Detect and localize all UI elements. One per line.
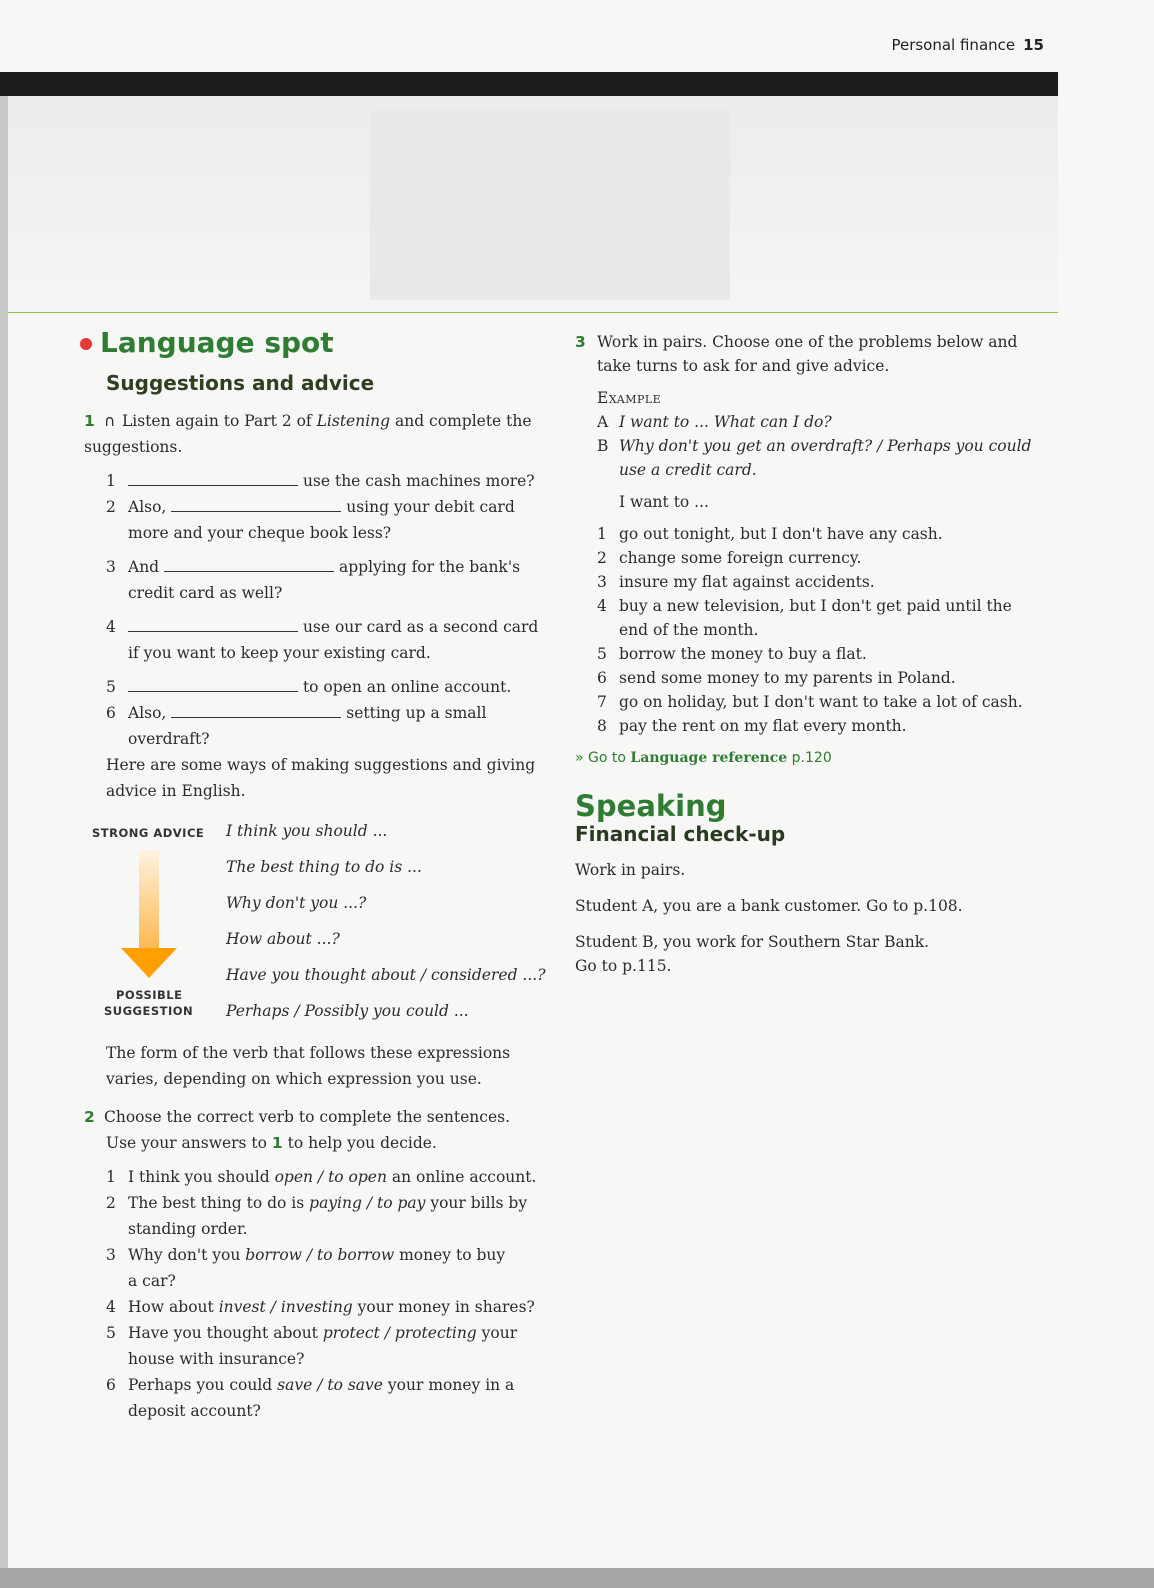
- list-item: 4 use our card as a second card: [106, 618, 539, 636]
- list-item: 5 borrow the money to buy a flat.: [597, 645, 867, 663]
- list-item: 5 Have you thought about protect / protecting your: [106, 1324, 518, 1342]
- option-choice[interactable]: save / to save: [277, 1376, 383, 1394]
- scale-arrow-shaft: [139, 850, 159, 950]
- speaking-title: Speaking: [575, 789, 727, 823]
- faded-photo: [370, 110, 730, 300]
- right-column: [575, 330, 1055, 978]
- speaking-subtitle: Financial check-up: [575, 822, 786, 846]
- list-item: 6 Perhaps you could save / to save your money in a: [106, 1376, 515, 1394]
- exercise-1-list: [84, 468, 564, 752]
- list-item-cont: house with insurance?: [128, 1350, 305, 1368]
- list-item: 7 go on holiday, but I don't want to take a lot of cash.: [597, 693, 1023, 711]
- answer-blank[interactable]: [128, 677, 298, 692]
- list-item: 4 How about invest / investing your money in shares?: [106, 1298, 535, 1316]
- option-choice[interactable]: invest / investing: [218, 1298, 353, 1316]
- exercise-2-instruction: 2 Choose the correct verb to complete the sentences.: [84, 1104, 564, 1130]
- headphones-icon: ∩: [104, 412, 116, 430]
- list-item: 1 go out tonight, but I don't have any cash.: [597, 525, 943, 543]
- list-item-cont: standing order.: [128, 1220, 248, 1238]
- phrase-1: I think you should ...: [226, 822, 388, 840]
- answer-blank[interactable]: [128, 471, 298, 486]
- possible-label-1: POSSIBLE: [116, 988, 183, 1002]
- exercise-3-instruction: 3 Work in pairs. Choose one of the problems below and take turns to ask for and give advice.: [575, 330, 1055, 378]
- bottom-edge: [0, 1568, 1154, 1588]
- language-reference-link[interactable]: » Go to Language reference p.120: [575, 750, 832, 766]
- exercise-2-instruction-2: Use your answers to 1 to help you decide.: [106, 1134, 437, 1152]
- phrase-2: The best thing to do is ...: [226, 858, 422, 876]
- option-choice[interactable]: paying / to pay: [309, 1194, 426, 1212]
- list-item: 4 buy a new television, but I don't get paid until the: [597, 597, 1012, 615]
- exercise-number: 3: [575, 333, 586, 351]
- phrase-5: Have you thought about / considered ...?: [226, 966, 546, 984]
- speaking-line-2: Student A, you are a bank customer. Go to p.108.: [575, 897, 963, 915]
- section-name: Personal finance: [891, 36, 1016, 54]
- phrase-3: Why don't you ...?: [226, 894, 367, 912]
- list-item-cont: a car?: [128, 1272, 176, 1290]
- list-item: 6 send some money to my parents in Poland.: [597, 669, 956, 687]
- section-title: Language spot: [80, 330, 564, 356]
- list-item: 3 Why don't you borrow / to borrow money to buy: [106, 1246, 506, 1264]
- speaking-line-4: Go to p.115.: [575, 957, 672, 975]
- answer-blank[interactable]: [164, 557, 334, 572]
- list-item-cont: deposit account?: [128, 1402, 261, 1420]
- list-item-cont: more and your cheque book less?: [128, 524, 392, 542]
- phrase-6: Perhaps / Possibly you could ...: [226, 1002, 469, 1020]
- lead-text: I want to ...: [619, 493, 709, 511]
- example-label: Example: [597, 389, 662, 407]
- exercise-number: 1: [84, 412, 95, 430]
- problem-list: [575, 522, 1055, 738]
- list-item: 3 insure my flat against accidents.: [597, 573, 875, 591]
- answer-blank[interactable]: [128, 617, 298, 632]
- example-b: B Why don't you get an overdraft? / Perhaps you could: [597, 437, 1032, 455]
- answer-blank[interactable]: [171, 497, 341, 512]
- list-item: 2 Also, using your debit card: [106, 498, 515, 516]
- ways-intro: Here are some ways of making suggestions and giving advice in English.: [106, 756, 536, 800]
- list-item: 6 Also, setting up a small: [106, 704, 487, 722]
- form-note: The form of the verb that follows these expressions varies, depending on which expression you use.: [106, 1044, 511, 1088]
- down-arrow-icon: [121, 948, 177, 978]
- example-a: A I want to ... What can I do?: [597, 413, 832, 431]
- double-chevron-icon: »: [575, 750, 584, 766]
- running-header: [891, 36, 1044, 54]
- advice-scale: [84, 818, 564, 1028]
- list-item: 2 change some foreign currency.: [597, 549, 862, 567]
- option-choice[interactable]: open / to open: [274, 1168, 387, 1186]
- speaking-line-3: Student B, you work for Southern Star Bank.: [575, 933, 930, 951]
- header-band: [0, 72, 1058, 96]
- list-item-cont: end of the month.: [619, 621, 759, 639]
- exercise-1-instruction: 1 ∩ Listen again to Part 2 of Listening and complete the suggestions.: [84, 408, 564, 460]
- option-choice[interactable]: protect / protecting: [322, 1324, 477, 1342]
- possible-label-2: SUGGESTION: [104, 1004, 194, 1018]
- exercise-number: 2: [84, 1108, 95, 1126]
- answer-blank[interactable]: [171, 703, 341, 718]
- list-item: 3 And applying for the bank's: [106, 558, 521, 576]
- page-edge: [0, 96, 8, 1586]
- list-item-cont: credit card as well?: [128, 584, 283, 602]
- exercise-2-list: [84, 1164, 564, 1424]
- left-column: [84, 326, 564, 1424]
- page-number: 15: [1023, 36, 1044, 54]
- divider-rule: [0, 312, 1058, 313]
- option-choice[interactable]: borrow / to borrow: [245, 1246, 395, 1264]
- bullet-icon: [80, 338, 92, 350]
- list-item: 1 use the cash machines more?: [106, 472, 535, 490]
- strong-advice-label: STRONG ADVICE: [92, 826, 205, 840]
- list-item: 2 The best thing to do is paying / to pay your bills by: [106, 1194, 528, 1212]
- list-item: 1 I think you should open / to open an online account.: [106, 1168, 537, 1186]
- list-item: 8 pay the rent on my flat every month.: [597, 717, 907, 735]
- list-item: 5 to open an online account.: [106, 678, 512, 696]
- list-item-cont: if you want to keep your existing card.: [128, 644, 431, 662]
- speaking-line-1: Work in pairs.: [575, 861, 686, 879]
- example-b-cont: use a credit card.: [619, 461, 757, 479]
- list-item-cont: overdraft?: [128, 730, 210, 748]
- phrase-4: How about ...?: [226, 930, 340, 948]
- section-subtitle: Suggestions and advice: [106, 371, 375, 395]
